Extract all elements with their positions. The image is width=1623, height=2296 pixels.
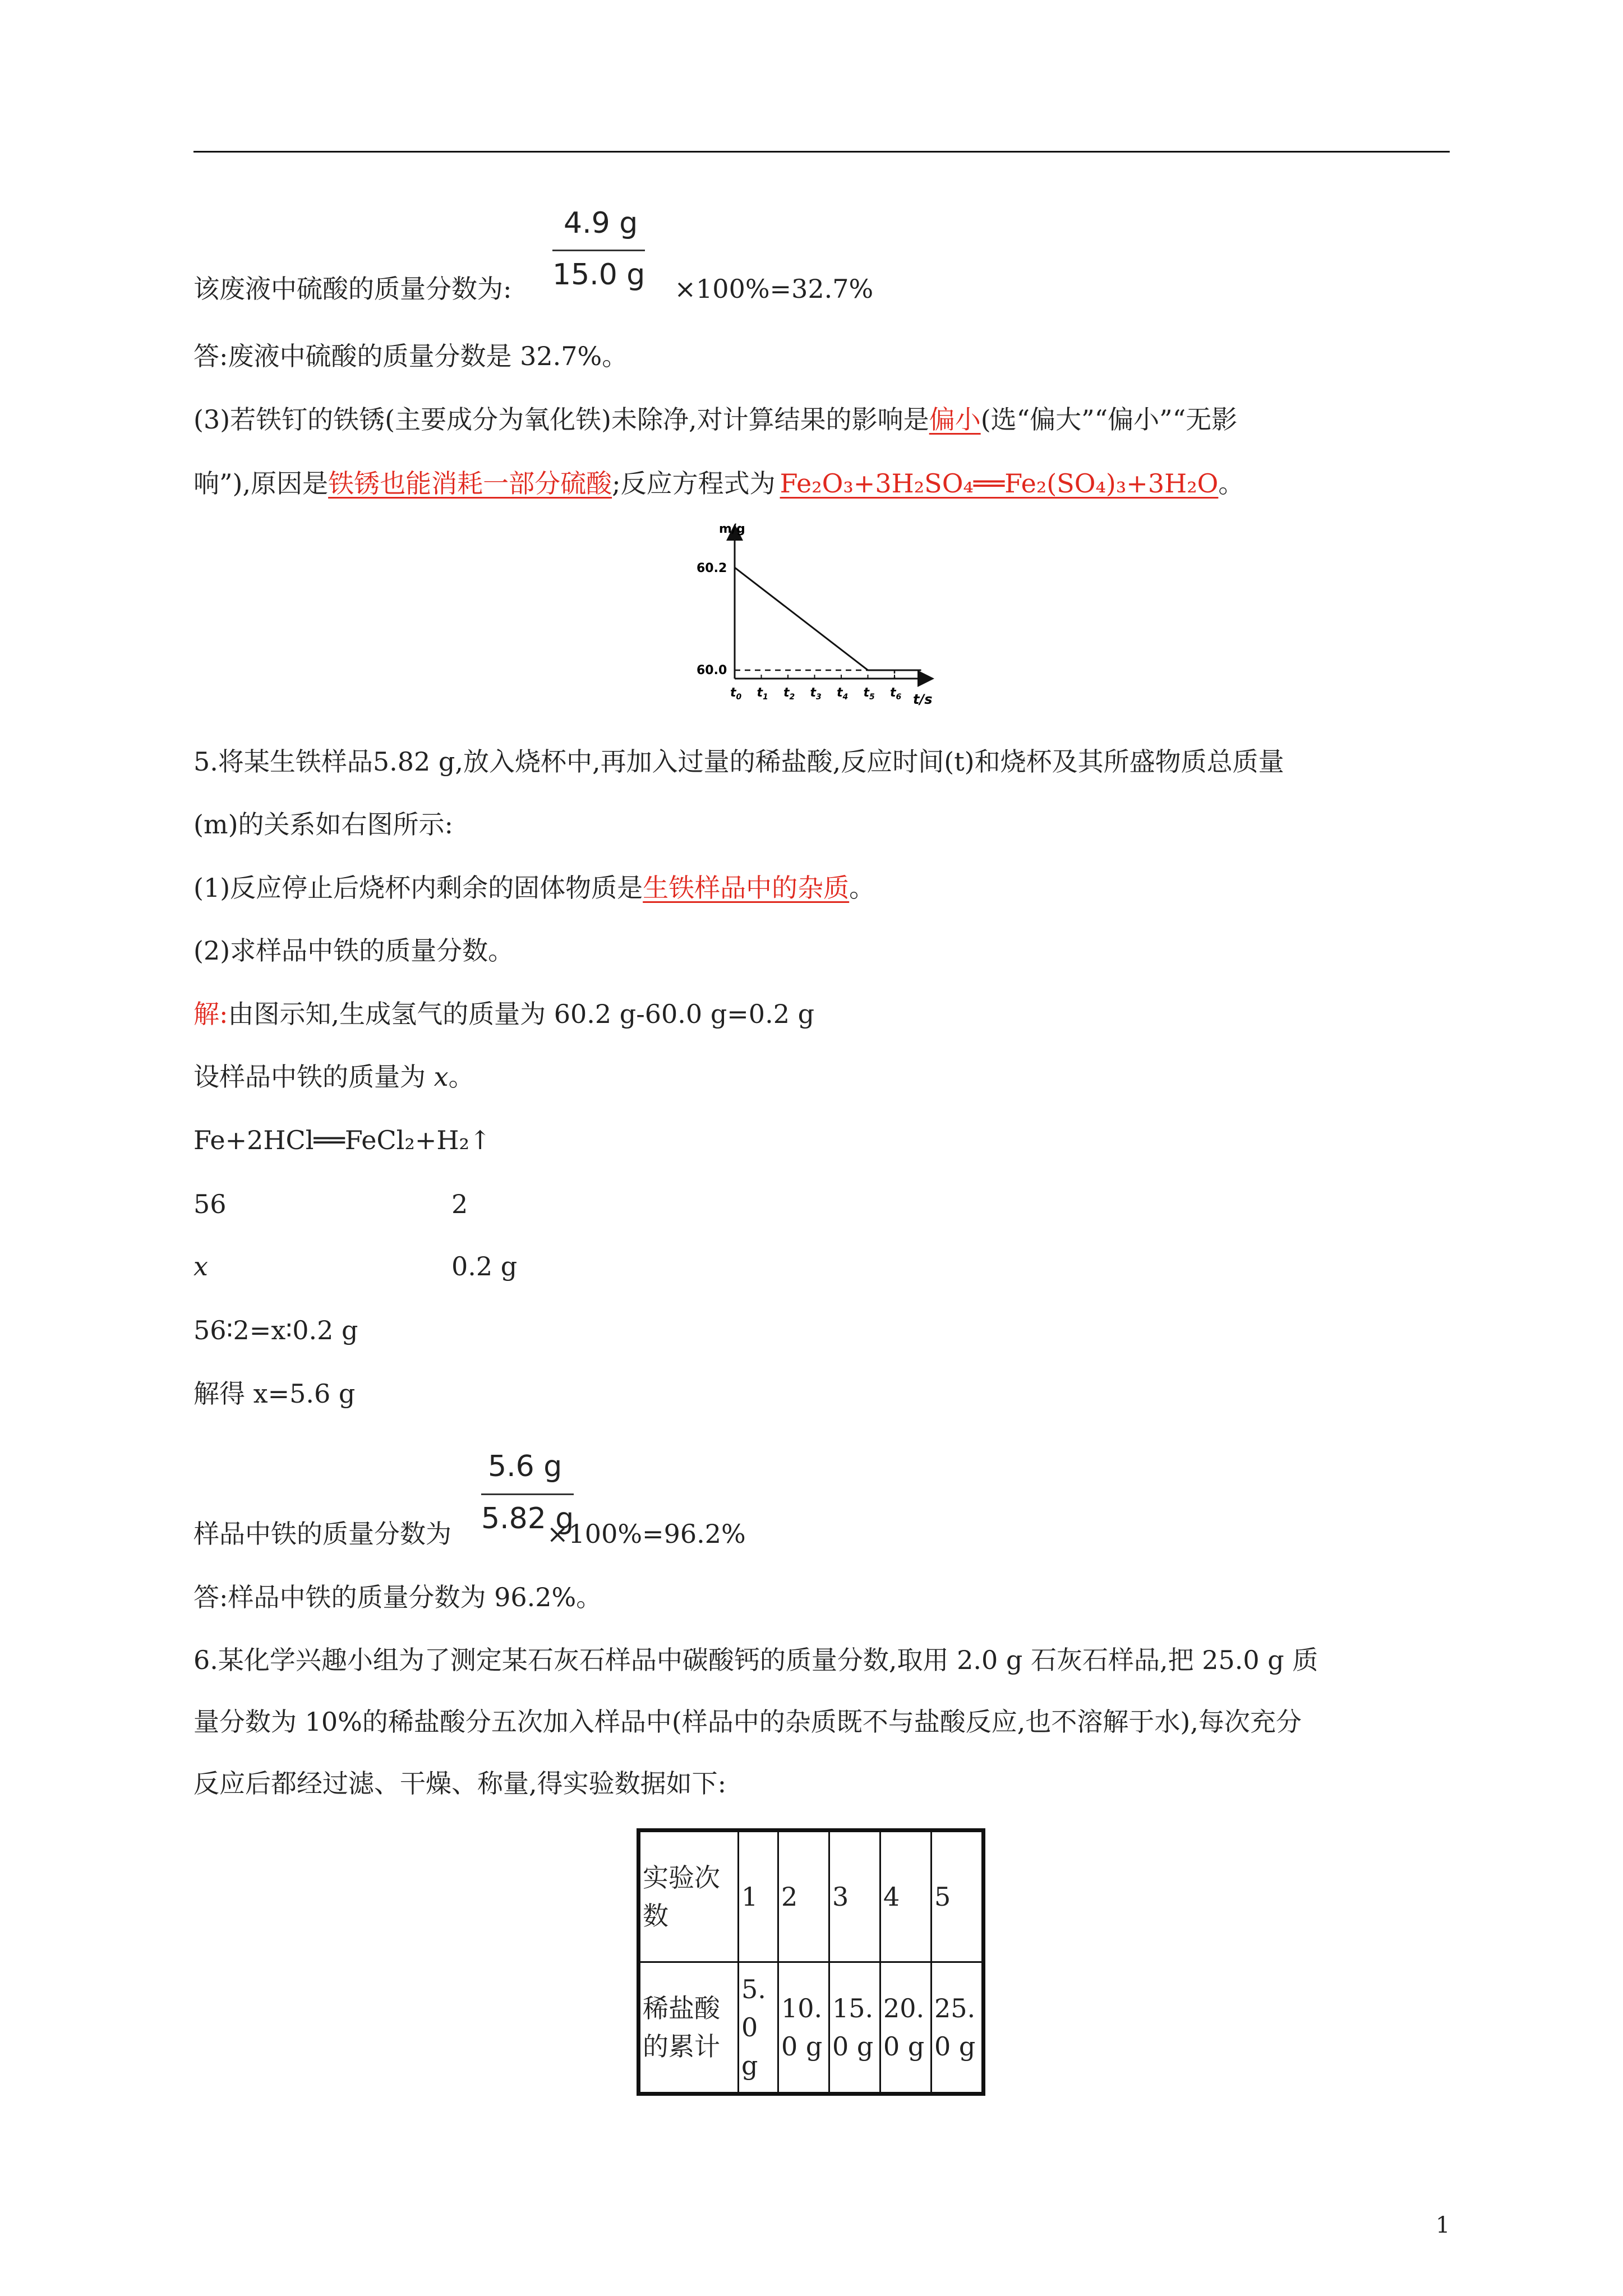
mass-time-chart bbox=[690, 516, 948, 718]
experiment-table bbox=[637, 1828, 985, 2096]
table-row bbox=[639, 1831, 984, 1962]
chart-xlabel: t/s bbox=[913, 691, 933, 707]
chart-xtick-label: $t_4$ bbox=[837, 686, 849, 702]
chart-xtick-label: $t_5$ bbox=[863, 686, 875, 702]
solution-label: 解: bbox=[193, 999, 228, 1029]
table-cell: 5 bbox=[932, 1831, 984, 1962]
chart-ylabel: m/g bbox=[719, 522, 745, 536]
table-cell: 4 bbox=[880, 1831, 932, 1962]
line-15: 解得 x=5.6 g bbox=[193, 1378, 356, 1409]
answer-equation: Fe₂O₃+3H₂SO₄══Fe₂(SO₄)₃+3H₂O bbox=[780, 468, 1219, 499]
chart-xtick-label: $t_1$ bbox=[757, 686, 768, 702]
chart-xtick-label: $t_0$ bbox=[730, 686, 742, 702]
line-7: (1)反应停止后烧杯内剩余的固体物质是生铁样品中的杂质。 bbox=[193, 873, 875, 903]
chart-ytick-600: 60.0 bbox=[697, 663, 727, 677]
page-number: 1 bbox=[1436, 2212, 1450, 2238]
line-6: (m)的关系如右图所示: bbox=[193, 809, 454, 840]
fraction-bar bbox=[552, 250, 645, 251]
header-rule bbox=[193, 151, 1450, 153]
fraction2-numerator: 5.6 g bbox=[488, 1450, 562, 1483]
line-13: x 0.2 g bbox=[193, 1251, 518, 1281]
fraction2-bar bbox=[481, 1493, 574, 1495]
line-1: 该废液中硫酸的质量分数为: ×100%=32.7% bbox=[193, 274, 874, 304]
chart-ytick-602: 60.2 bbox=[697, 561, 727, 575]
table-cell: 15.0 g bbox=[829, 1962, 880, 2094]
table-cell: 2 bbox=[778, 1831, 829, 1962]
chart-xtick-label: $t_2$ bbox=[783, 686, 795, 702]
line-9: 解:由图示知,生成氢气的质量为 60.2 g-60.0 g=0.2 g bbox=[193, 999, 815, 1029]
fraction-denominator: 15.0 g bbox=[552, 258, 645, 292]
table-cell: 实验次数 bbox=[639, 1831, 739, 1962]
line-20: 反应后都经过滤、干燥、称量,得实验数据如下: bbox=[193, 1768, 727, 1799]
chart-xtick-label: $t_6$ bbox=[890, 686, 902, 702]
line-16: 样品中铁的质量分数为 ×100%=96.2% bbox=[193, 1519, 746, 1549]
table-cell: 3 bbox=[829, 1831, 880, 1962]
chart-series-line bbox=[735, 568, 921, 670]
table-cell: 1 bbox=[739, 1831, 778, 1962]
line-8: (2)求样品中铁的质量分数。 bbox=[193, 935, 514, 966]
chart-xtick-label: $t_3$ bbox=[810, 686, 822, 702]
line-12: 56 2 bbox=[193, 1189, 468, 1219]
line-18: 6.某化学兴趣小组为了测定某石灰石样品中碳酸钙的质量分数,取用 2.0 g 石灰石样品,把 25.0 g 质 bbox=[193, 1645, 1318, 1675]
table-row bbox=[639, 1962, 984, 2094]
line-10: 设样品中铁的质量为 x。 bbox=[193, 1062, 474, 1092]
table-cell: 20.0 g bbox=[880, 1962, 932, 2094]
answer-biased-small: 偏小 bbox=[929, 404, 981, 435]
line-equation-fe: Fe+2HCl══FeCl₂+H₂↑ bbox=[193, 1125, 491, 1155]
line-3: (3)若铁钉的铁锈(主要成分为氧化铁)未除净,对计算结果的影响是偏小(选“偏大”“偏小”“无影 bbox=[193, 404, 1238, 435]
answer-reason: 铁锈也能消耗一部分硫酸 bbox=[328, 468, 612, 499]
line-4: 响”),原因是铁锈也能消耗一部分硫酸;反应方程式为 Fe₂O₃+3H₂SO₄══Fe₂(SO₄)₃+3H₂O。 bbox=[193, 468, 1244, 499]
fraction2-denominator: 5.82 g bbox=[481, 1502, 574, 1536]
line-2: 答:废液中硫酸的质量分数是 32.7%。 bbox=[193, 341, 628, 371]
answer-residue: 生铁样品中的杂质 bbox=[643, 873, 850, 903]
line-19: 量分数为 10%的稀盐酸分五次加入样品中(样品中的杂质既不与盐酸反应,也不溶解于水),每次充分 bbox=[193, 1707, 1302, 1737]
line-14: 56∶2=x∶0.2 g bbox=[193, 1315, 358, 1345]
fraction-numerator: 4.9 g bbox=[564, 206, 638, 240]
table-cell: 5.0 g bbox=[739, 1962, 778, 2094]
table-cell: 10.0 g bbox=[778, 1962, 829, 2094]
table-cell: 25.0 g bbox=[932, 1962, 984, 2094]
line-17: 答:样品中铁的质量分数为 96.2%。 bbox=[193, 1582, 602, 1612]
table-cell: 稀盐酸的累计 bbox=[639, 1962, 739, 2094]
line-5: 5.将某生铁样品5.82 g,放入烧杯中,再加入过量的稀盐酸,反应时间(t)和烧杯及其所盛物质总质量 bbox=[193, 746, 1284, 777]
